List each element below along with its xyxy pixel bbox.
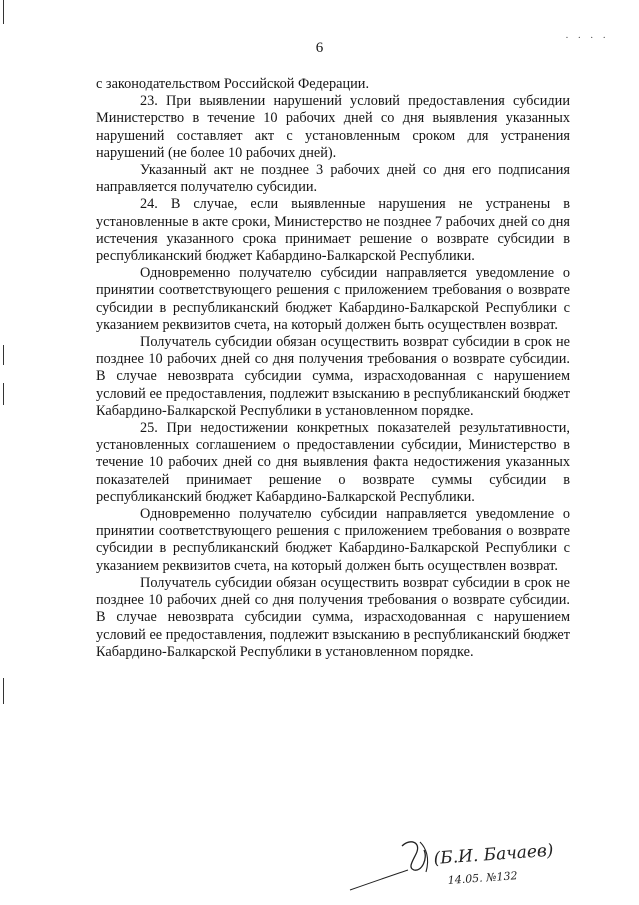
scan-edge-mark xyxy=(3,383,4,405)
paragraph: Получатель субсидии обязан осуществить возврат субсидии в срок не позднее 10 рабочих дней со дня получения требования о возврате субсидии. В случае невозврата субсидии сумма, израсходованная с нарушением условий ее предоставления, подлежит взысканию в республиканский бюджет Кабардино-Балкарской Республики в установленном порядке. xyxy=(96,574,570,660)
page-number: 6 xyxy=(315,40,324,56)
paragraph: 25. При недостижении конкретных показателей результативности, установленных соглашением о предоставлении субсидии, Министерство в течение 10 рабочих дней со дня выявления факта недостижения указанных показателей принимает решение о возврате суммы субсидии в республиканский бюджет Кабардино-Балкарской Республики. xyxy=(96,420,570,505)
handwritten-signature xyxy=(330,828,590,898)
scan-edge-mark xyxy=(3,345,4,365)
paragraph: 24. В случае, если выявленные нарушения не устранены в установленные в акте сроки, Министерство не позднее 7 рабочих дней со дня истечения указанного срока принимает решение о возврате субсидии в республиканский бюджет Кабардино-Балкарской Республики. xyxy=(96,196,570,265)
scan-edge-mark xyxy=(3,678,4,704)
paragraph: Одновременно получателю субсидии направляется уведомление о принятии соответствующего решения с приложением требования о возврате субсидии в республиканский бюджет Кабардино-Балкарской Республики с указанием реквизитов счета, на который должен быть осуществлен возврат. xyxy=(96,506,570,574)
paragraph: 23. При выявлении нарушений условий предоставления субсидии Министерство в течение 10 рабочих дней со дня выявления указанных нарушений составляет акт с установленным сроком для устранения нарушений (не более 10 рабочих дней). xyxy=(96,93,570,161)
scan-edge-mark xyxy=(3,0,4,24)
paragraph: Получатель субсидии обязан осуществить возврат субсидии в срок не позднее 10 рабочих дней со дня получения требования о возврате субсидии. В случае невозврата субсидии сумма, израсходованная с нарушением условий ее предоставления, подлежит взысканию в республиканский бюджет Кабардино-Балкарской Республики в установленном порядке. xyxy=(96,334,570,419)
scan-corner-dots: · · · · xyxy=(565,32,609,44)
paragraph: Указанный акт не позднее 3 рабочих дней со дня его подписания направляется получателю субсидии. xyxy=(96,162,570,196)
paragraph: Одновременно получателю субсидии направляется уведомление о принятии соответствующего решения с приложением требования о возврате субсидии в республиканский бюджет Кабардино-Балкарской Республики с указанием реквизитов счета, на который должен быть осуществлен возврат. xyxy=(96,265,570,333)
svg-text:14.05. №132: 14.05. №132 xyxy=(447,869,518,887)
document-body xyxy=(96,76,570,661)
svg-text:(Б.И. Бачаев): (Б.И. Бачаев) xyxy=(432,840,555,869)
paragraph: с законодательством Российской Федерации. xyxy=(96,76,370,92)
